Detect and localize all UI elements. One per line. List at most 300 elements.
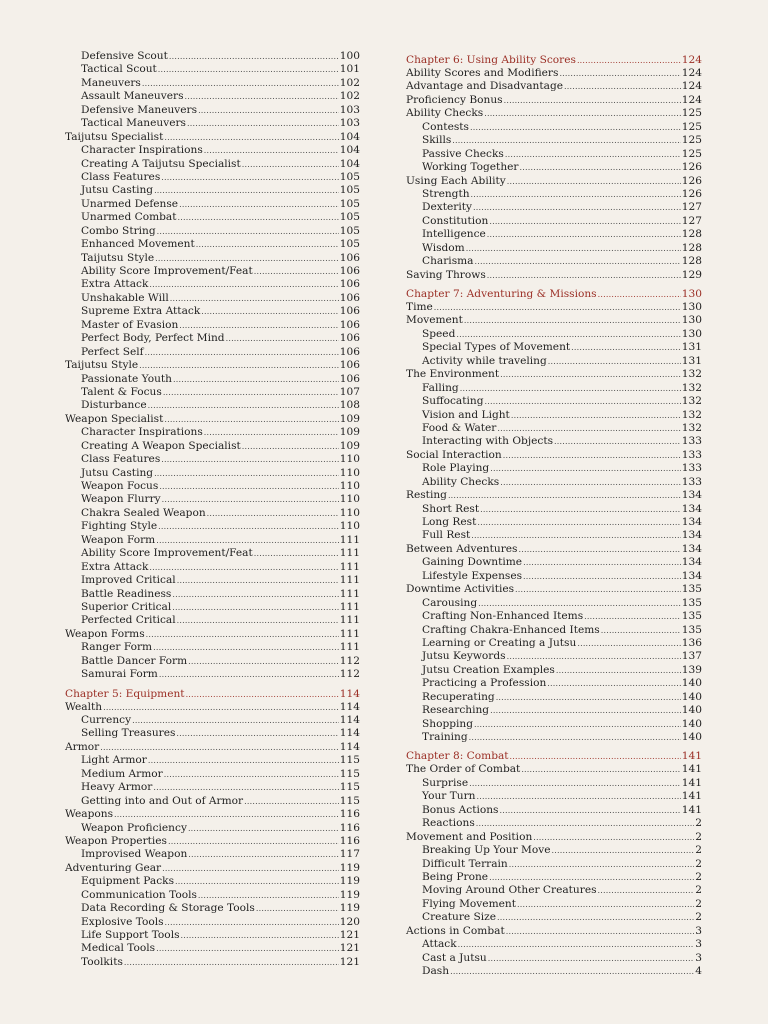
toc-page-number: 132 — [681, 368, 702, 381]
dot-leader — [139, 359, 339, 372]
dot-leader — [577, 637, 680, 650]
toc-entry-title: Weapon Specialist — [65, 412, 164, 425]
toc-page-number: 125 — [681, 107, 702, 120]
dot-leader — [504, 94, 681, 107]
toc-page-number: 115 — [339, 767, 360, 780]
toc-page-number: 110 — [339, 480, 360, 492]
toc-page-number: 110 — [339, 520, 360, 533]
toc-page-number: 126 — [681, 187, 702, 200]
toc-entry-title: Being Prone — [422, 870, 489, 883]
toc-page-number: 139 — [681, 663, 702, 676]
dot-leader — [132, 714, 339, 727]
toc-page-number: 112 — [339, 668, 360, 681]
toc-subentry — [65, 795, 360, 808]
toc-subentry — [65, 574, 360, 587]
toc-entry-title: Toolkits — [81, 955, 123, 968]
toc-page-number: 116 — [339, 808, 360, 821]
toc-subentry — [65, 588, 360, 601]
dot-leader — [162, 862, 339, 875]
toc-entry-title: Life Support Tools — [81, 929, 180, 941]
toc-page-number: 114 — [339, 740, 360, 753]
toc-entry-title: Weapon Form — [81, 533, 156, 546]
toc-subentry — [65, 399, 360, 412]
toc-page-number: 103 — [339, 103, 360, 116]
dot-leader — [159, 668, 339, 681]
toc-entry-title: Movement — [406, 314, 463, 327]
dot-leader — [198, 104, 339, 117]
toc-page-number: 115 — [339, 754, 360, 767]
toc-entry-title: Charisma — [422, 255, 474, 268]
dot-leader — [487, 228, 681, 241]
toc-entry-title: Enhanced Movement — [81, 238, 195, 251]
dot-leader — [507, 175, 681, 188]
toc-left-column — [65, 50, 360, 969]
toc-subentry — [65, 171, 360, 184]
toc-subentry — [65, 252, 360, 265]
toc-entry-title: Crafting Non-Enhanced Items — [422, 610, 584, 623]
toc-entry-title: Master of Evasion — [81, 318, 179, 331]
dot-leader — [471, 529, 681, 542]
toc-subentry — [65, 386, 360, 399]
toc-entry-title: Jutsu Casting — [81, 184, 154, 197]
toc-entry-title: Food & Water — [422, 421, 497, 434]
dot-leader — [477, 516, 680, 529]
toc-entry-title: Taijutsu Specialist — [65, 130, 164, 143]
toc-page-number: 124 — [681, 54, 702, 66]
toc-page-number: 105 — [339, 238, 360, 251]
toc-page-number: 141 — [681, 763, 702, 776]
toc-entry-title: Light Armor — [81, 754, 147, 767]
dot-leader — [179, 319, 338, 332]
toc-page-number: 124 — [681, 80, 702, 93]
toc-page-number: 121 — [339, 929, 360, 941]
dot-leader — [226, 332, 339, 345]
dot-leader — [148, 754, 339, 767]
toc-subentry — [406, 777, 702, 790]
toc-page-number: 116 — [339, 821, 360, 834]
toc-subentry — [406, 516, 702, 529]
toc-subentry — [65, 822, 360, 835]
dot-leader — [475, 255, 681, 268]
toc-page-number: 114 — [339, 700, 360, 713]
toc-subentry — [65, 184, 360, 197]
toc-page-number: 111 — [339, 627, 360, 640]
dot-leader — [201, 305, 339, 318]
toc-subentry — [65, 225, 360, 238]
dot-leader — [460, 382, 681, 395]
toc-page-number: 119 — [339, 861, 360, 874]
toc-page-number: 115 — [339, 794, 360, 807]
toc-entry-title: Falling — [422, 381, 459, 394]
toc-page-number: 125 — [681, 134, 702, 147]
dot-leader — [165, 916, 339, 929]
toc-subentry — [406, 435, 702, 448]
toc-entry-title: Chapter 8: Combat — [406, 750, 509, 763]
dot-leader — [474, 718, 681, 731]
dot-leader — [515, 583, 681, 596]
dot-leader — [244, 795, 339, 808]
toc-page-number: 110 — [339, 506, 360, 519]
toc-subentry — [406, 637, 702, 650]
toc-subentry — [406, 790, 702, 803]
toc-entry-title: Medium Armor — [81, 767, 163, 780]
toc-subentry — [65, 520, 360, 533]
toc-page-number: 109 — [339, 439, 360, 452]
toc-entry — [406, 314, 702, 327]
toc-entry-title: Character Inspirations — [81, 144, 203, 157]
toc-entry-title: Extra Attack — [81, 560, 149, 573]
toc-entry-title: Unshakable Will — [81, 291, 169, 304]
dot-leader — [156, 942, 339, 955]
toc-subentry — [65, 346, 360, 359]
toc-subentry — [65, 278, 360, 291]
toc-page-number: 126 — [681, 174, 702, 187]
dot-leader — [148, 399, 339, 412]
toc-page-number: 2 — [695, 884, 702, 897]
dot-leader — [547, 677, 680, 690]
toc-subentry — [406, 911, 702, 924]
toc-chapter-heading — [406, 749, 702, 763]
toc-entry-title: Ability Score Improvement/Feat — [81, 265, 253, 277]
dot-leader — [506, 925, 695, 938]
dot-leader — [601, 624, 681, 637]
dot-leader — [452, 134, 680, 147]
toc-entry — [65, 359, 360, 372]
dot-leader — [469, 731, 681, 744]
dot-leader — [490, 462, 681, 475]
toc-entry-title: Class Features — [81, 170, 161, 183]
toc-entry-title: The Order of Combat — [406, 763, 521, 776]
toc-page-number: 111 — [339, 614, 360, 627]
toc-entry-title: Short Rest — [422, 502, 480, 515]
toc-entry-title: Researching — [422, 704, 490, 717]
toc-entry-title: The Environment — [406, 368, 500, 381]
dot-leader — [173, 373, 339, 386]
dot-leader — [533, 831, 694, 844]
toc-page-number: 141 — [681, 790, 702, 803]
toc-entry-title: Explosive Tools — [81, 915, 164, 928]
dot-leader — [175, 875, 339, 888]
dot-leader — [188, 655, 339, 668]
toc-entry-title: Contests — [422, 120, 469, 133]
dot-leader — [598, 884, 695, 897]
toc-entry-title: Constitution — [422, 214, 489, 227]
toc-entry-title: Ability Score Improvement/Feat — [81, 547, 253, 560]
toc-subentry — [406, 610, 702, 623]
toc-entry-title: Gaining Downtime — [422, 556, 523, 569]
toc-page-number: 2 — [695, 857, 702, 870]
toc-entry-title: Dash — [422, 965, 450, 977]
toc-page-number: 132 — [681, 381, 702, 394]
toc-subentry — [406, 476, 702, 489]
toc-page-number: 140 — [681, 704, 702, 717]
toc-entry-title: Disturbance — [81, 399, 147, 412]
toc-page-number: 4 — [695, 965, 702, 977]
toc-entry-title: Advantage and Disadvantage — [406, 80, 563, 93]
toc-subentry — [406, 462, 702, 475]
toc-entry — [406, 368, 702, 381]
toc-page-number: 3 — [695, 924, 702, 937]
toc-entry — [65, 808, 360, 821]
toc-page-number: 110 — [339, 466, 360, 479]
toc-page-number: 108 — [339, 399, 360, 412]
toc-page-number: 2 — [695, 817, 702, 830]
dot-leader — [523, 570, 681, 583]
toc-entry-title: Chapter 7: Adventuring & Missions — [406, 288, 597, 300]
toc-subentry — [406, 228, 702, 241]
toc-page-number: 125 — [681, 120, 702, 133]
toc-subentry — [406, 255, 702, 268]
dot-leader — [207, 507, 339, 520]
dot-leader — [548, 355, 681, 368]
toc-page-number: 106 — [339, 278, 360, 291]
toc-entry — [406, 301, 702, 314]
toc-entry-title: Attack — [422, 938, 457, 951]
toc-subentry — [406, 341, 702, 354]
toc-entry-title: Weapon Proficiency — [81, 821, 187, 834]
toc-page-number: 121 — [339, 942, 360, 955]
toc-entry-title: Creating A Taijutsu Specialist — [81, 157, 241, 170]
toc-entry-title: Movement and Position — [406, 830, 533, 843]
toc-entry — [65, 628, 360, 641]
toc-entry — [406, 763, 702, 776]
toc-page-number: 107 — [339, 385, 360, 398]
toc-entry-title: Moving Around Other Creatures — [422, 884, 597, 897]
toc-entry — [406, 107, 702, 120]
toc-subentry — [406, 134, 702, 147]
toc-entry — [65, 862, 360, 875]
toc-entry — [65, 835, 360, 848]
toc-page-number: 102 — [339, 76, 360, 89]
dot-leader — [480, 503, 681, 516]
toc-subentry — [65, 875, 360, 888]
dot-leader — [489, 215, 680, 228]
toc-subentry — [65, 440, 360, 453]
toc-page-number: 136 — [681, 636, 702, 649]
toc-page-number: 129 — [681, 268, 702, 281]
dot-leader — [450, 965, 694, 978]
toc-subentry — [65, 547, 360, 560]
toc-subentry — [65, 507, 360, 520]
toc-entry-title: Improved Critical — [81, 574, 176, 587]
toc-page-number: 117 — [339, 848, 360, 861]
dot-leader — [169, 50, 339, 63]
dot-leader — [500, 476, 681, 489]
toc-subentry — [406, 355, 702, 368]
toc-page-number: 128 — [681, 228, 702, 241]
dot-leader — [476, 817, 694, 830]
toc-page-number: 111 — [339, 533, 360, 546]
toc-entry-title: Perfect Body, Perfect Mind — [81, 332, 225, 345]
dot-leader — [500, 368, 681, 381]
toc-subentry — [406, 691, 702, 704]
dot-leader — [157, 225, 339, 238]
dot-leader — [153, 641, 339, 654]
toc-entry-title: Working Together — [422, 161, 519, 174]
dot-leader — [466, 242, 681, 255]
toc-page-number: 133 — [681, 475, 702, 488]
toc-subentry — [406, 422, 702, 435]
toc-subentry — [65, 453, 360, 466]
dot-leader — [519, 161, 680, 174]
dot-leader — [464, 314, 681, 327]
toc-subentry — [406, 731, 702, 744]
toc-subentry — [65, 117, 360, 130]
toc-subentry — [406, 215, 702, 228]
toc-entry-title: Maneuvers — [81, 76, 141, 89]
toc-page-number: 102 — [339, 90, 360, 103]
toc-page-number: 105 — [339, 170, 360, 183]
toc-page-number: 135 — [681, 623, 702, 636]
toc-entry-title: Breaking Up Your Move — [422, 844, 551, 857]
dot-leader — [177, 614, 339, 627]
dot-leader — [170, 292, 339, 305]
dot-leader — [188, 848, 338, 861]
toc-entry-title: Intelligence — [422, 228, 486, 241]
toc-page-number: 111 — [339, 560, 360, 573]
toc-entry-title: Getting into and Out of Armor — [81, 794, 244, 807]
toc-entry-title: Tactical Maneuvers — [81, 117, 186, 130]
toc-entry-title: Ability Checks — [422, 475, 500, 488]
toc-subentry — [406, 503, 702, 516]
toc-subentry — [65, 198, 360, 211]
dot-leader — [256, 902, 339, 915]
toc-entry-title: Proficiency Bonus — [406, 93, 503, 106]
toc-entry — [406, 831, 702, 844]
toc-entry-title: Supreme Extra Attack — [81, 305, 201, 318]
toc-subentry — [65, 768, 360, 781]
toc-entry-title: Battle Dancer Form — [81, 654, 188, 667]
toc-entry-title: Taijutsu Style — [65, 359, 139, 372]
toc-page-number: 128 — [681, 255, 702, 268]
toc-page-number: 111 — [339, 587, 360, 600]
toc-entry-title: Passionate Youth — [81, 372, 172, 385]
toc-page-number: 134 — [681, 542, 702, 555]
dot-leader — [181, 929, 339, 942]
toc-page-number: 141 — [681, 803, 702, 816]
toc-subentry — [65, 668, 360, 681]
toc-entry-title: Strength — [422, 187, 470, 200]
dot-leader — [488, 952, 694, 965]
dot-leader — [142, 77, 339, 90]
toc-subentry — [406, 242, 702, 255]
dot-leader — [499, 804, 680, 817]
dot-leader — [103, 701, 339, 714]
toc-entry-title: Reactions — [422, 817, 475, 830]
toc-page-number: 134 — [681, 569, 702, 582]
toc-page-number: 105 — [339, 224, 360, 237]
toc-entry-title: Unarmed Combat — [81, 211, 177, 224]
toc-page-number: 134 — [681, 502, 702, 515]
toc-page-number: 104 — [339, 130, 360, 143]
toc-entry-title: Wealth — [65, 700, 103, 713]
toc-entry-title: Jutsu Creation Examples — [422, 663, 555, 676]
dot-leader — [155, 252, 339, 265]
toc-subentry — [65, 601, 360, 614]
toc-page-number: 116 — [339, 834, 360, 847]
toc-page-number: 105 — [339, 211, 360, 224]
dot-leader — [172, 588, 338, 601]
toc-page-number: 106 — [339, 305, 360, 318]
dot-leader — [204, 426, 339, 439]
toc-page-number: 135 — [681, 583, 702, 596]
dot-leader — [523, 556, 681, 569]
toc-subentry — [406, 871, 702, 884]
toc-entry-title: Flying Movement — [422, 897, 516, 910]
dot-leader — [196, 238, 339, 251]
dot-leader — [448, 489, 681, 502]
toc-page-number: 121 — [339, 955, 360, 968]
dot-leader — [242, 440, 339, 453]
toc-subentry — [406, 409, 702, 422]
toc-page-number: 114 — [339, 687, 360, 700]
dot-leader — [176, 727, 338, 740]
toc-entry-title: Talent & Focus — [81, 385, 162, 398]
toc-page-number: 128 — [681, 241, 702, 254]
toc-subentry — [65, 480, 360, 493]
toc-entry — [406, 94, 702, 107]
dot-leader — [124, 956, 339, 969]
toc-subentry — [406, 677, 702, 690]
toc-entry — [65, 413, 360, 426]
toc-entry-title: Time — [406, 301, 433, 313]
dot-leader — [476, 790, 680, 803]
toc-subentry — [406, 148, 702, 161]
toc-entry-title: Shopping — [422, 717, 474, 730]
dot-leader — [556, 664, 681, 677]
toc-page-number: 119 — [339, 888, 360, 901]
dot-leader — [584, 610, 681, 623]
toc-entry-title: Speed — [422, 327, 456, 340]
toc-entry — [406, 489, 702, 502]
toc-entry-title: Selling Treasures — [81, 727, 176, 740]
toc-subentry — [65, 63, 360, 76]
toc-entry — [65, 741, 360, 754]
toc-entry-title: Samurai Form — [81, 668, 158, 681]
toc-page-number: 106 — [339, 345, 360, 358]
dot-leader — [164, 413, 338, 426]
toc-page-number: 111 — [339, 547, 360, 560]
toc-chapter-heading — [65, 687, 360, 701]
toc-page-number: 133 — [681, 462, 702, 475]
dot-leader — [242, 158, 339, 171]
dot-leader — [164, 131, 338, 144]
dot-leader — [153, 781, 338, 794]
toc-subentry — [406, 328, 702, 341]
dot-leader — [100, 741, 339, 754]
toc-subentry — [65, 929, 360, 942]
dot-leader — [521, 763, 680, 776]
toc-subentry — [65, 614, 360, 627]
toc-subentry — [65, 727, 360, 740]
toc-subentry — [65, 714, 360, 727]
toc-page-number: 106 — [339, 359, 360, 372]
toc-entry-title: Your Turn — [422, 790, 476, 803]
dot-leader — [487, 269, 681, 282]
dot-leader — [458, 938, 695, 951]
toc-page-number: 104 — [339, 157, 360, 170]
toc-entry-title: Class Features — [81, 453, 161, 466]
toc-page-number: 119 — [339, 875, 360, 888]
toc-entry-title: Suffocating — [422, 395, 484, 408]
toc-page-number: 133 — [681, 435, 702, 448]
toc-entry-title: Unarmed Defense — [81, 197, 179, 210]
toc-subentry — [406, 664, 702, 677]
toc-subentry — [65, 144, 360, 157]
toc-subentry — [65, 77, 360, 90]
toc-entry-title: Improvised Weapon — [81, 848, 188, 861]
toc-subentry — [65, 265, 360, 278]
